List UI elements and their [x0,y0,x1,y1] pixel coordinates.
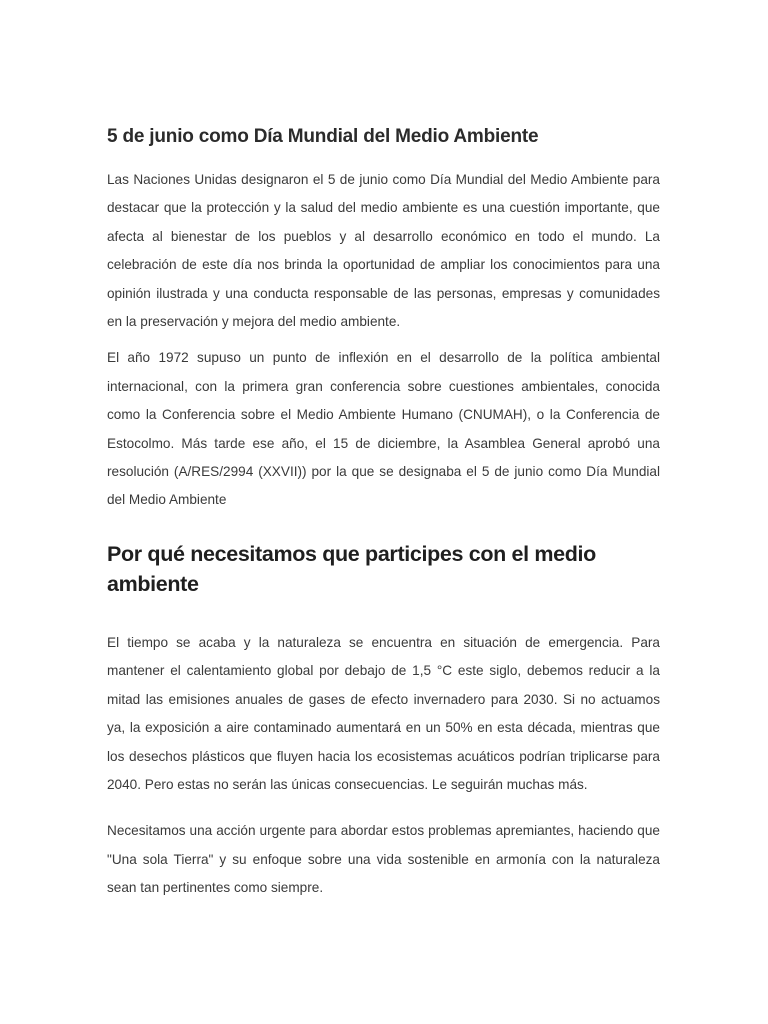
paragraph-tiempo-se-acaba: El tiempo se acaba y la naturaleza se encuentra en situación de emergencia. Para mantener el calentamiento global por debajo de 1,5 °C este siglo, debemos reducir a la mitad las emisiones anuales de gases de efecto invernadero para 2030. Si no actuamos ya, la exposición a aire contaminado aumentará en un 50% en esta década, mientras que los desechos plásticos que fluyen hacia los ecosistemas acuáticos podrían triplicarse para 2040. Pero estas no serán las únicas consecuencias. Le seguirán muchas más. [107,634,660,792]
section-heading-dia-mundial: 5 de junio como Día Mundial del Medio Ambiente [107,126,539,147]
paragraph-naciones-unidas: Las Naciones Unidas designaron el 5 de junio como Día Mundial del Medio Ambiente para destacar que la protección y la salud del medio ambiente es una cuestión importante, que afecta al bienestar de los pueblos y al desarrollo económico en todo el mundo. La celebración de este día nos brinda la oportunidad de ampliar los conocimientos para una opinión ilustrada y una conducta responsable de las personas, empresas y comunidades en la preservación y mejora del medio ambiente. [107,172,660,330]
paragraph-accion-urgente: Necesitamos una acción urgente para abordar estos problemas apremiantes, haciendo que "Una sola Tierra" y su enfoque sobre una vida sostenible en armonía con la naturaleza sean tan pertinentes como siempre. [107,823,660,896]
document-content [107,122,660,903]
section-heading-por-que-participes: Por qué necesitamos que participes con el medio ambiente [107,541,596,596]
paragraph-ano-1972: El año 1972 supuso un punto de inflexión en el desarrollo de la política ambiental internacional, con la primera gran conferencia sobre cuestiones ambientales, conocida como la Conferencia sobre el Medio Ambiente Humano (CNUMAH), o la Conferencia de Estocolmo. Más tarde ese año, el 15 de diciembre, la Asamblea General aprobó una resolución (A/RES/2994 (XXVII)) por la que se designaba el 5 de junio como Día Mundial del Medio Ambiente [107,350,660,508]
